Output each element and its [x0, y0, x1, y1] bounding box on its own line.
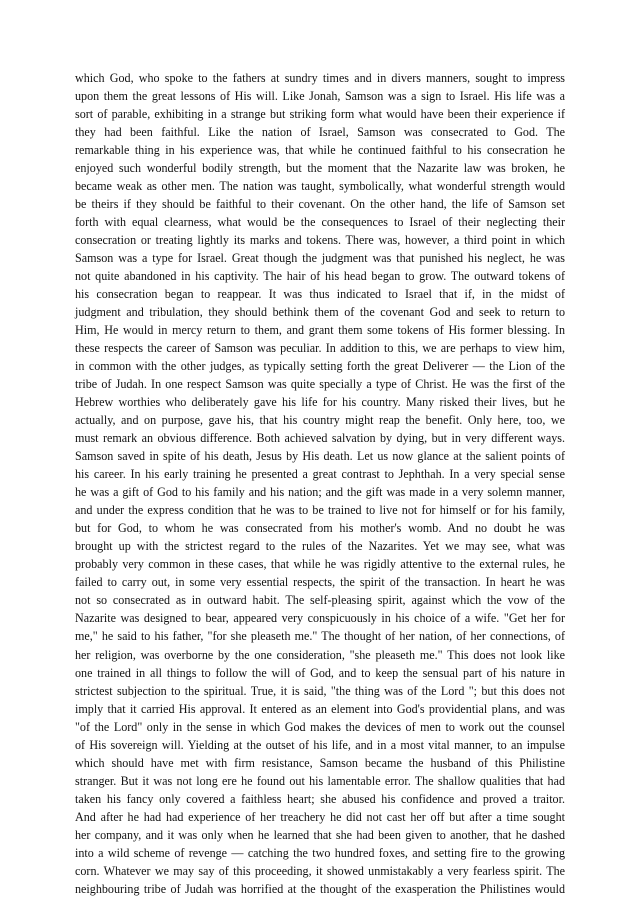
- text-line: one trained in all things to follow the will of God, and to keep the sensual part of his nature in: [75, 665, 565, 680]
- text-line: "of the Lord" only in the sense in which God makes the devices of men to work out the counsel: [75, 719, 565, 734]
- text-line: And after he had had experience of her treachery he did not cast her off but after a time sought: [75, 809, 565, 824]
- text-line: corn. Whatever we may say of this proceeding, it showed unmistakably a very fearless spirit. The: [75, 863, 565, 878]
- text-line: her religion, was overborne by the one consideration, "she pleaseth me." This does not look like: [75, 647, 565, 662]
- text-line: forth with equal clearness, what would be the consequences to Israel of their neglecting their: [75, 215, 565, 230]
- text-line: probably very common in these cases, that while he was rigidly attentive to the external rules, he: [75, 557, 565, 572]
- text-line: but for God, to whom he was consecrated from his mother's womb. And no doubt he was: [75, 521, 565, 536]
- text-line: remarkable thing in his experience was, that while he continued faithful to his consecration he: [75, 143, 565, 158]
- text-line: of His sovereign will. Yielding at the outset of his life, and in a most vital manner, to an impulse: [75, 737, 565, 752]
- text-line: neighbouring tribe of Judah was horrified at the thought of the exasperation the Philistines would: [75, 881, 565, 896]
- text-line: brought up with the strictest regard to the rules of the Nazarites. Yet we may see, what was: [75, 539, 565, 554]
- text-line: must remark an obvious difference. Both achieved salvation by dying, but in very different ways.: [75, 431, 565, 446]
- text-line: his career. In his early training he presented a great contrast to Jephthah. In a very special sense: [75, 467, 565, 482]
- text-line: her company, and it was only when he learned that she had been given to another, that he dashed: [75, 827, 565, 842]
- text-line: they had been faithful. Like the nation of Israel, Samson was consecrated to God. The: [75, 125, 565, 140]
- text-line: became weak as other men. The nation was taught, symbolically, what wonderful strength would: [75, 179, 565, 194]
- text-line: actually, and on purpose, gave his, that his country might reap the benefit. Only here, too, we: [75, 413, 565, 428]
- text-line: taken his fancy only covered a faithless heart; she abused his confidence and proved a traitor.: [75, 791, 565, 806]
- text-line: Him, He would in mercy return to them, and grant them some tokens of His former blessing. In: [75, 323, 565, 338]
- text-line: consecration or treating lightly its marks and tokens. There was, however, a third point in which: [75, 233, 565, 248]
- text-line: enjoyed such wonderful bodily strength, but the moment that the Nazarite law was broken, he: [75, 161, 565, 176]
- text-line: Hebrew worthies who deliberately gave his life for his country. Many risked their lives, but he: [75, 395, 565, 410]
- text-line: and under the express condition that he was to be trained to live not for himself or for his family,: [75, 503, 565, 518]
- text-line: be theirs if they should be faithful to their covenant. On the other hand, the life of Samson set: [75, 197, 565, 212]
- text-line: judgment and tribulation, they should bethink them of the covenant God and seek to return to: [75, 305, 565, 320]
- text-line: he was a gift of God to his family and his nation; and the gift was made in a very solemn manner,: [75, 485, 565, 500]
- text-line: in common with the other judges, as typically setting forth the great Deliverer — the Lion of the: [75, 359, 565, 374]
- text-line: not quite abandoned in his captivity. The hair of his head began to grow. The outward tokens of: [75, 269, 565, 284]
- text-line: sort of parable, exhibiting in a strange but striking form what would have been their experience if: [75, 107, 565, 122]
- text-line: these respects the career of Samson was peculiar. In addition to this, we are perhaps to view him,: [75, 341, 565, 356]
- text-line: stranger. But it was not long ere he found out his lamentable error. The shallow qualities that had: [75, 773, 565, 788]
- document-page: [75, 69, 565, 898]
- text-line: not so consecrated as in outward habit. The self-pleasing spirit, against which the vow of the: [75, 593, 565, 608]
- text-line: tribe of Judah. In one respect Samson was quite specially a type of Christ. He was the first of the: [75, 377, 565, 392]
- text-line: strictest subjection to the spiritual. True, it is said, "the thing was of the Lord "; but this does not: [75, 683, 565, 698]
- text-line: Samson was a type for Israel. Great though the judgment was that punished his neglect, he was: [75, 251, 565, 266]
- text-line: Nazarite was designed to bear, appeared very conspicuously in his choice of a wife. "Get her for: [75, 611, 565, 626]
- text-line: me," he said to his father, "for she pleaseth me." The thought of her nation, of her connections, of: [75, 629, 565, 644]
- text-line: Samson saved in spite of his death, Jesus by His death. Let us now glance at the salient points of: [75, 449, 565, 464]
- text-line: which should have met with firm resistance, Samson became the husband of this Philistine: [75, 755, 565, 770]
- text-line: failed to carry out, in some very essential respects, the spirit of the transaction. In heart he was: [75, 575, 565, 590]
- text-line: imply that it carried His approval. It entered as an element into God's providential plans, and was: [75, 701, 565, 716]
- text-line: his consecration began to reappear. It was thus indicated to Israel that if, in the midst of: [75, 287, 565, 302]
- text-line: which God, who spoke to the fathers at sundry times and in divers manners, sought to impress: [75, 71, 565, 85]
- text-line: upon them the great lessons of His will. Like Jonah, Samson was a sign to Israel. His life was a: [75, 89, 565, 104]
- text-line: into a wild scheme of revenge — catching the two hundred foxes, and setting fire to the growing: [75, 845, 565, 860]
